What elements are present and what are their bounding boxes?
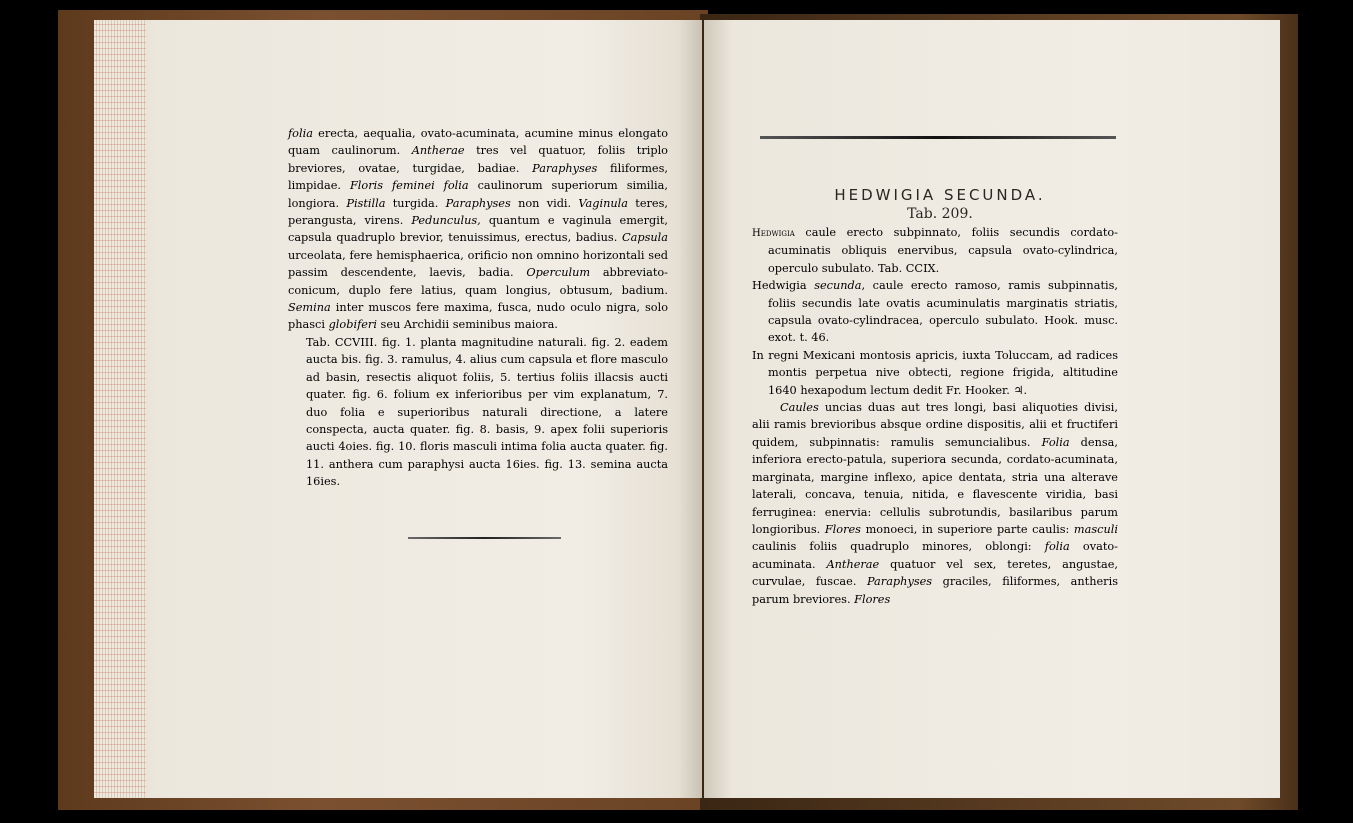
text-run: caulinis foliis quadruplo minores, oblongi:: [752, 540, 1045, 554]
text-run: caulinorum superiorum similia, longiora.: [288, 179, 668, 210]
text-run: Pistilla: [346, 196, 386, 210]
text-run: Capsula: [621, 231, 668, 245]
text-run: Hedwigia: [752, 228, 795, 239]
text-run: filiformes, limpidae.: [288, 161, 668, 193]
plate-explanation-text: Tab. CCVIII. fig. 1. planta magnitudine naturali. fig. 2. eadem aucta bis. fig. 3. ramulus, 4. alius cum capsula et flore masculo ad basin, resectis aliquot foliis, 5. tertius foliis illacsis aucti quater. fig. 6. folium ex inferioribus per vim explanatum, 7. duo folia e superioribus naturali directione, a latere conspecta, aucta quater. fig. 8. basis, 9. apex folii superioris aucti 4oies. fig. 10. floris masculi intima folia aucta quater. fig. 11. anthera cum paraphysi aucta 16ies. fig. 13. semina aucta 16ies.: [306, 335, 668, 489]
text-run: erecta, aequalia, ovato-acuminata, acumine minus elongato quam caulinorum.: [288, 127, 668, 158]
text-run: inter muscos fere maxima, fusca, nudo oculo nigra, solo phasci: [288, 301, 668, 332]
text-run: non vidi.: [510, 196, 579, 210]
text-run: caule erecto subpinnato, foliis secundis cordato-acuminatis obliquis enervibus, capsula ovato-cylindrica, operculo subulato. Tab. CCIX.: [768, 226, 1118, 275]
text-run: abbreviato-conicum, duplo fere latius, quam longius, obtusum, badium.: [288, 266, 668, 297]
page-edge-stack: [94, 20, 146, 798]
text-run: Folia: [1041, 435, 1070, 449]
text-run: globiferi: [328, 318, 377, 332]
synonym-1: [752, 224, 1118, 277]
text-run: uncias duas aut tres longi, basi aliquoties divisi, alii ramis brevioribus absque ordine dispositis, alii et fructiferi quidem, subpinnatis: ramulis semuncialibus.: [752, 401, 1118, 449]
text-run: densa, inferiora erecto-patula, superiora secunda, cordato-acuminata, marginata, margine inflexo, apice dentata, stria una alterave laterali, concava, tenuia, nitida, e flavescente viridia, basi ferruginea: enervia: cellulis subrotundis, basilaribus parum longioribus.: [752, 435, 1118, 536]
text-run: Semina: [288, 301, 331, 315]
text-run: Paraphyses: [866, 575, 933, 589]
left-page-text: [288, 125, 668, 491]
text-run: Vaginula: [578, 196, 629, 210]
text-run: folia: [1044, 540, 1070, 554]
text-run: urceolata, fere hemisphaerica, orificio non omnino horizontali sed passim descendente, laevis, badia.: [288, 248, 668, 280]
text-run: Flores: [824, 522, 861, 536]
text-run: Flores: [854, 592, 891, 606]
synonym-2: [752, 277, 1118, 347]
text-run: monoeci, in superiore parte caulis:: [860, 522, 1074, 536]
text-run: ovato-acuminata.: [752, 540, 1119, 571]
text-run: Pedunculus,: [411, 214, 481, 228]
right-page-text: [752, 224, 1118, 608]
text-run: Caules: [780, 401, 819, 415]
text-run: secunda: [814, 279, 862, 293]
habitat: [752, 347, 1118, 399]
text-run: Paraphyses: [532, 161, 598, 175]
text-run: folia: [288, 127, 313, 140]
text-run: quantum e vaginula emergit, capsula quadruplo brevior, tenuissimus, erectus, badius.: [288, 214, 668, 245]
text-run: Paraphyses: [445, 196, 511, 210]
text-run: seu Archidii seminibus maiora.: [376, 318, 558, 332]
text-run: Antherae: [411, 144, 465, 158]
text-run: Hedwigia: [752, 279, 815, 293]
text-run: teres, perangusta, virens.: [288, 196, 668, 228]
description: [752, 399, 1118, 608]
left-paragraph-description: [288, 125, 668, 334]
left-paragraph-plate-explanation: [288, 334, 668, 491]
text-run: graciles, filiformes, antheris parum breviores.: [752, 575, 1118, 606]
right-page-head-rule: [760, 136, 1116, 139]
plate-number: Tab. 209.: [907, 206, 973, 222]
text-run: turgida.: [385, 196, 446, 210]
text-run: Floris feminei folia: [349, 179, 469, 193]
text-run: In regni Mexicani montosis apricis, iuxta Toluccam, ad radices montis perpetua nive obtecti, regione frigida, altitudine 1640 hexapodum lectum dedit Fr. Hooker. ♃.: [752, 348, 1118, 397]
text-run: Operculum: [526, 266, 591, 280]
text-run: masculi: [1073, 522, 1118, 536]
left-page-end-rule: [408, 537, 561, 539]
text-run: quatuor vel sex, teretes, angustae, curvulae, fuscae.: [752, 557, 1118, 589]
text-run: tres vel quatuor, foliis triplo breviores, ovatae, turgidae, badiae.: [288, 144, 668, 175]
text-run: Antherae: [826, 557, 880, 571]
text-run: , caule erecto ramoso, ramis subpinnatis, foliis secundis late ovatis acuminulatis marginatis striatis, capsula ovato-cylindracea, operculo subulato. Hook. musc. exot. t. 46.: [768, 279, 1118, 345]
page-title: HEDWIGIA SECUNDA.: [834, 186, 1046, 204]
